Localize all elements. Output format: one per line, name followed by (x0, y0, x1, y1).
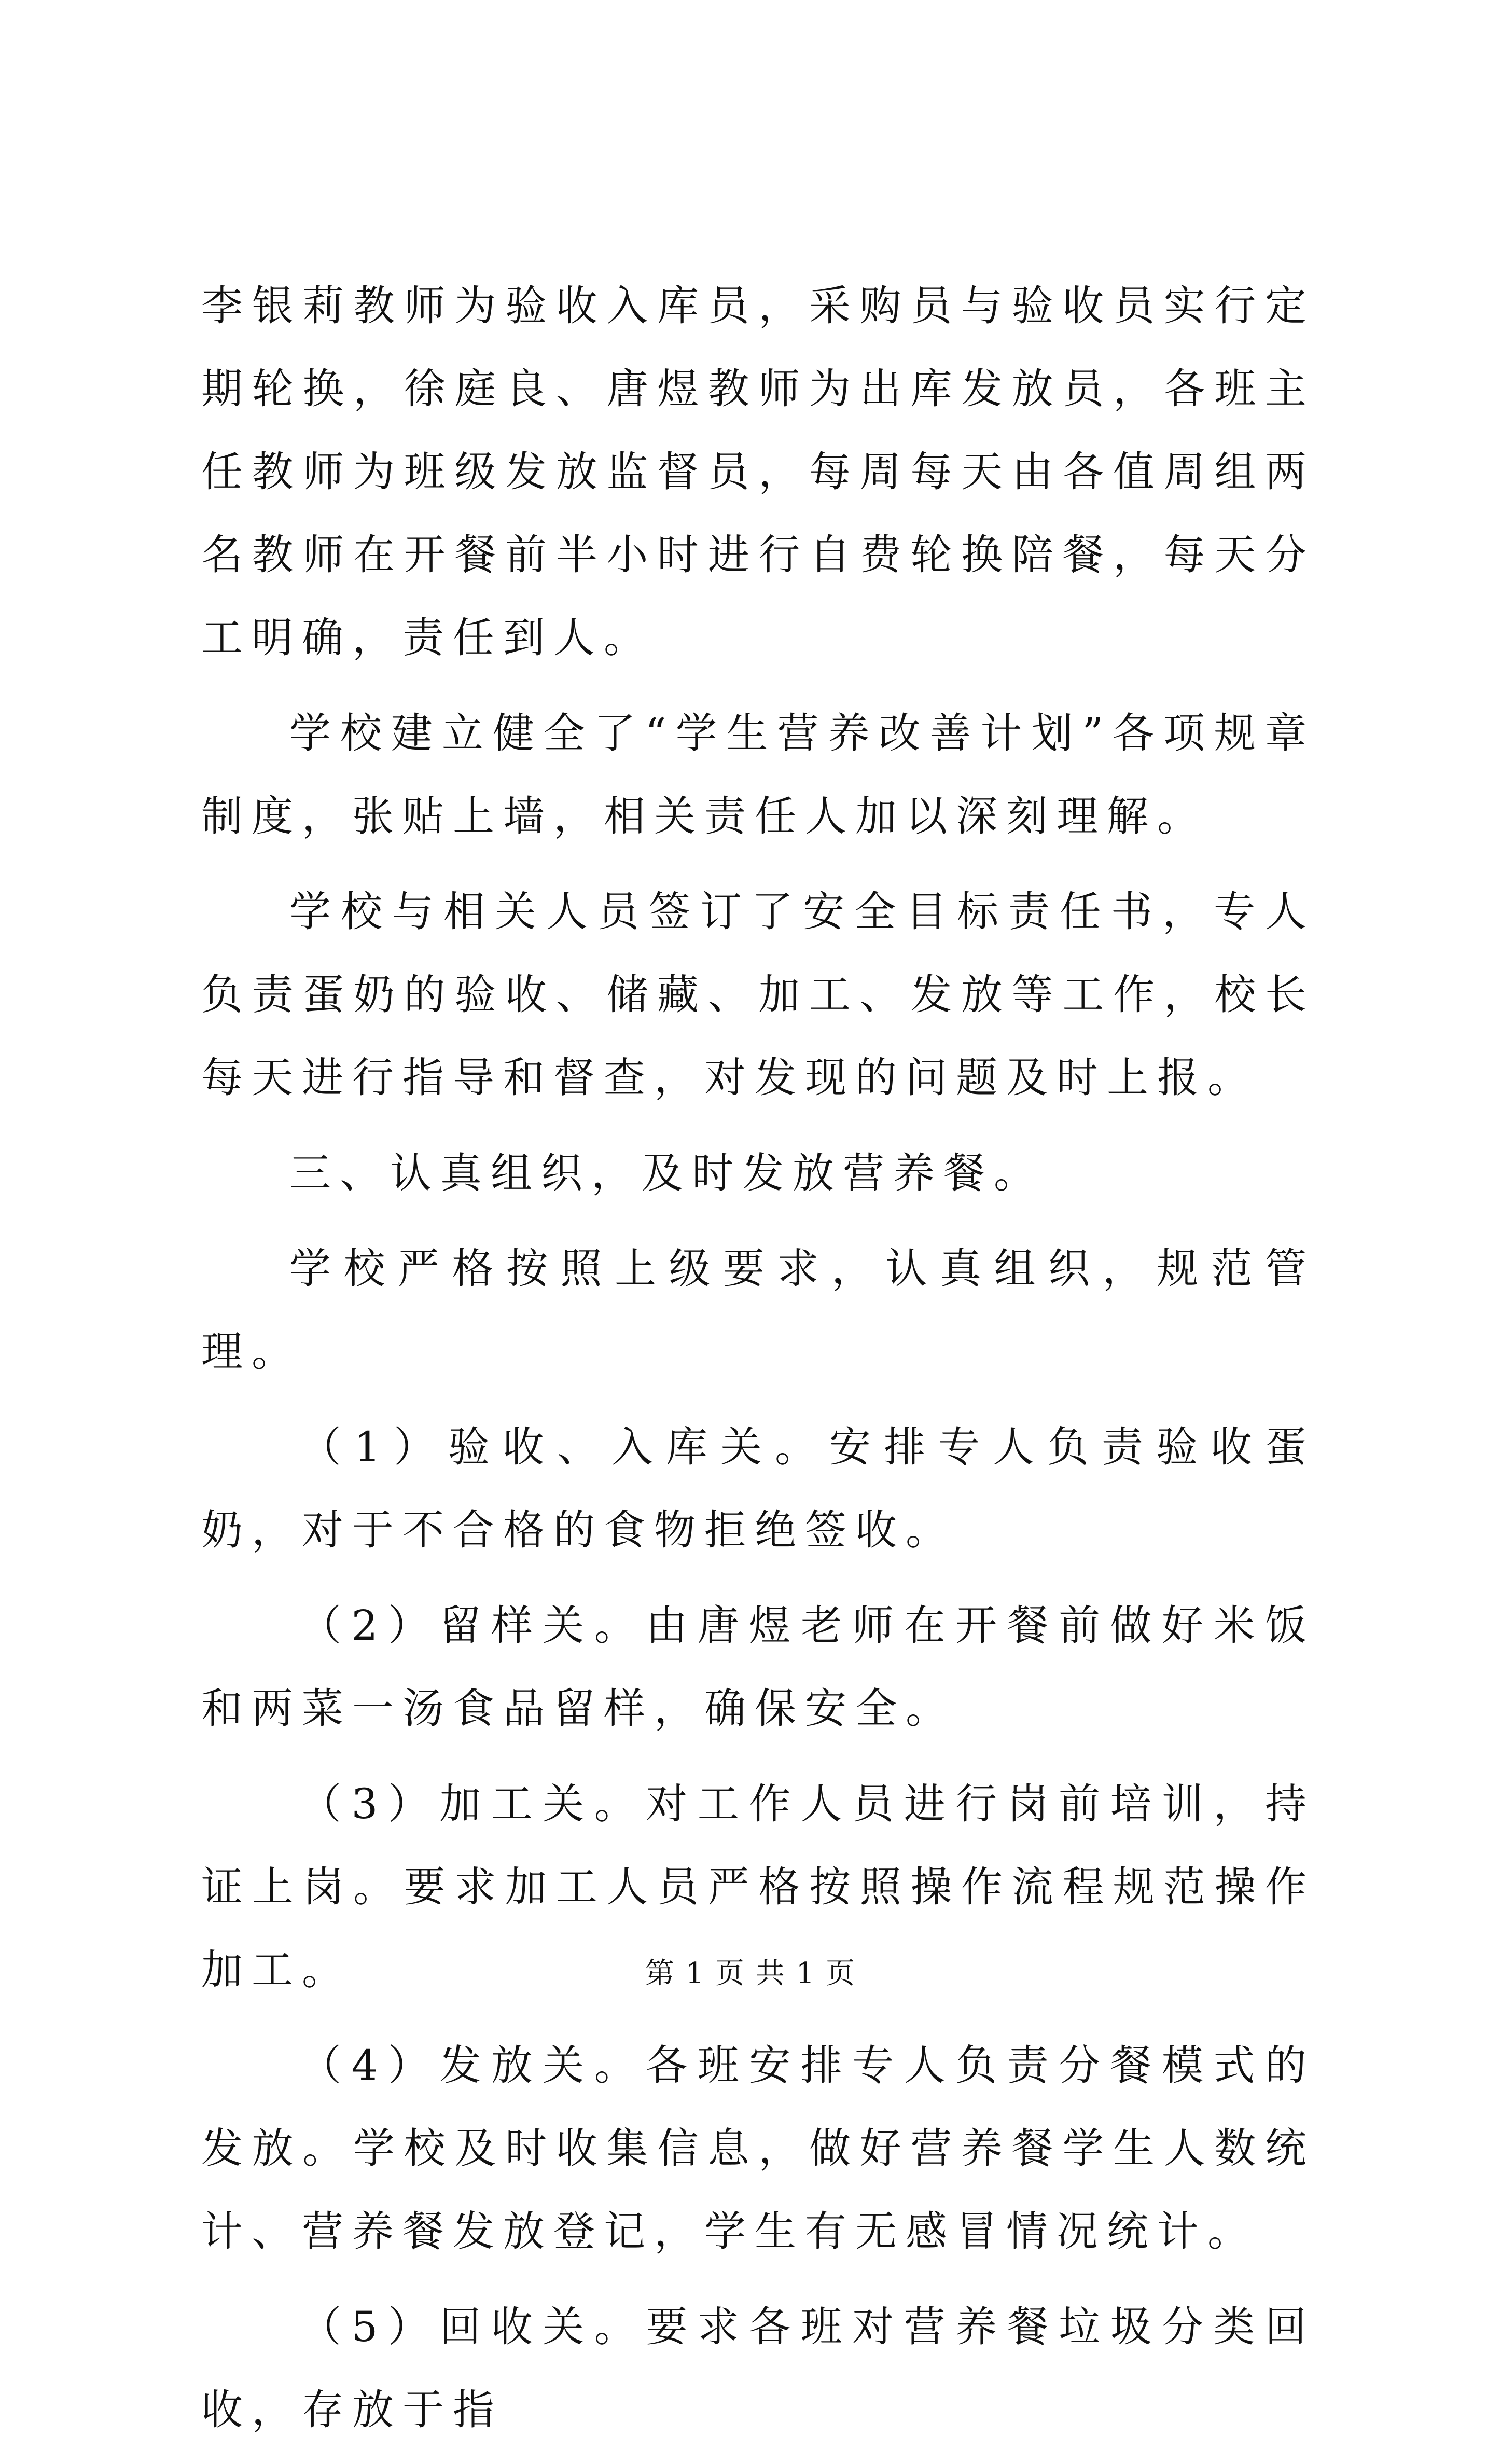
page-footer: 第 1 页 共 1 页 (645, 1957, 856, 1990)
list-item-3: （3）加工关。对工作人员进行岗前培训，持证上岗。要求加工人员严格按照操作流程规范操作加工。 (201, 1780, 1315, 1994)
paragraph-continuation: 李银莉教师为验收入库员，采购员与验收员实行定期轮换，徐庭良、唐煜教师为出库发放员，各班主任教师为班级发放监督员，每周每天由各值周组两名教师在开餐前半小时进行自费轮换陪餐，每天分工明确，责任到人。 (201, 282, 1315, 662)
paragraph-regulations: 学校建立健全了“学生营养改善计划”各项规章制度，张贴上墙，相关责任人加以深刻理解。 (201, 709, 1315, 840)
list-item-5: （5）回收关。要求各班对营养餐垃圾分类回收，存放于指 (201, 2303, 1315, 2434)
document-body (201, 265, 1315, 2464)
paragraph-management: 学校严格按照上级要求，认真组织，规范管理。 (201, 1244, 1315, 1376)
section-heading-3: 三、认真组织，及时发放营养餐。 (289, 1149, 1044, 1197)
list-item-2: （2）留样关。由唐煜老师在开餐前做好米饭和两菜一汤食品留样，确保安全。 (201, 1601, 1315, 1733)
paragraph-responsibility: 学校与相关人员签订了安全目标责任书，专人负责蛋奶的验收、储藏、加工、发放等工作，校长每天进行指导和督查，对发现的问题及时上报。 (201, 888, 1315, 1102)
list-item-4: （4）发放关。各班安排专人负责分餐模式的发放。学校及时收集信息，做好营养餐学生人数统计、营养餐发放登记，学生有无感冒情况统计。 (201, 2041, 1315, 2255)
list-item-1: （1）验收、入库关。安排专人负责验收蛋奶，对于不合格的食物拒绝签收。 (201, 1423, 1315, 1554)
